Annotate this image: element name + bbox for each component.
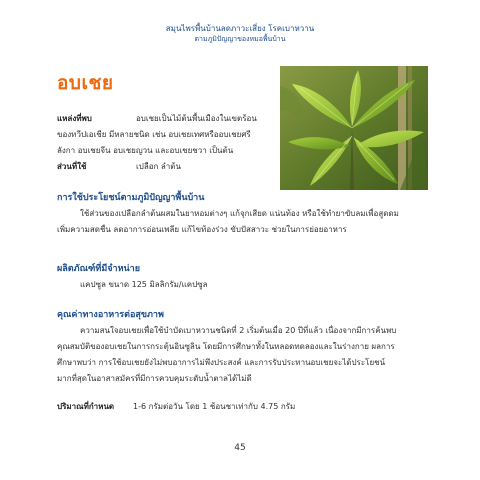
health-heading: คุณค่าทางอาหารต่อสุขภาพ (57, 310, 164, 320)
header-title: สมุนไพรพื้นบ้านลดภาวะเสี่ยง โรคเบาหวาน (165, 24, 315, 33)
health-line-1: ความสนใจอบเชยเพื่อใช้บำบัดเบาหวานชนิดที่ 2 เริ่มต้นเมื่อ 20 ปีที่แล้ว เนื่องจากมีการค้นพบ (80, 326, 397, 335)
page-number: 45 (234, 443, 246, 453)
traditional-heading: การใช้ประโยชน์ตามภูมิปัญญาพื้นบ้าน (57, 193, 205, 203)
products-heading: ผลิตภัณฑ์ที่มีจำหน่าย (57, 264, 140, 274)
parts-used-value: เปลือก ลำต้น (136, 162, 181, 171)
products-line-1: แคปซูล ขนาด 125 มิลลิกรัม/แคปซูล (80, 280, 208, 289)
source-line-2: ของทวีปเอเชีย มีหลายชนิด เช่น อบเชยเทศหรืออบเชยศรี (57, 130, 251, 139)
traditional-line-1: ใช้ส่วนของเปลือกลำต้นผสมในยาหอมต่างๆ แก้จุกเสียด แน่นท้อง หรือใช้ทำยาขับลมเพื่อสูดดม (80, 209, 399, 218)
header-subtitle: ตามภูมิปัญญาของหมอพื้นบ้าน (194, 35, 286, 43)
traditional-line-2: เพิ่มความสดชื่น ลดอาการอ่อนเพลีย แก้ไขท้องร่วง ขับปัสสาวะ ช่วยในการย่อยอาหาร (57, 225, 347, 234)
source-line-1: อบเชยเป็นไม้ต้นพื้นเมืองในเขตร้อน (136, 114, 257, 123)
dosage-label: ปริมาณที่กำหนด (57, 402, 115, 411)
plant-photo (280, 66, 428, 190)
health-line-4: มากที่สุดในอาสาสมัครที่มีการควบคุมระดับน้ำตาลได้ไม่ดี (57, 374, 252, 383)
dosage-value: 1-6 กรัมต่อวัน โดย 1 ช้อนชาเท่ากับ 4.75 กรัม (133, 402, 296, 411)
parts-used-label: ส่วนที่ใช้ (57, 162, 87, 171)
page-title: อบเชย (57, 72, 114, 94)
cinnamon-plant-image (280, 66, 428, 190)
health-line-3: ศึกษาพบว่า การใช้อบเชยยังไม่พบอาการไม่พึงประสงค์ และการรับประทานอบเชยจะได้ประโยชน์ (57, 358, 386, 367)
source-line-3: ลังกา อบเชยจีน อบเชยญวน และอบเชยชวา เป็นต้น (57, 146, 234, 155)
health-line-2: คุณสมบัติของอบเชยในการกระตุ้นอินซูลิน โดยมีการศึกษาทั้งในหลอดทดลองและในร่างกาย ผลการ (57, 342, 395, 351)
source-label: แหล่งที่พบ (57, 114, 92, 123)
